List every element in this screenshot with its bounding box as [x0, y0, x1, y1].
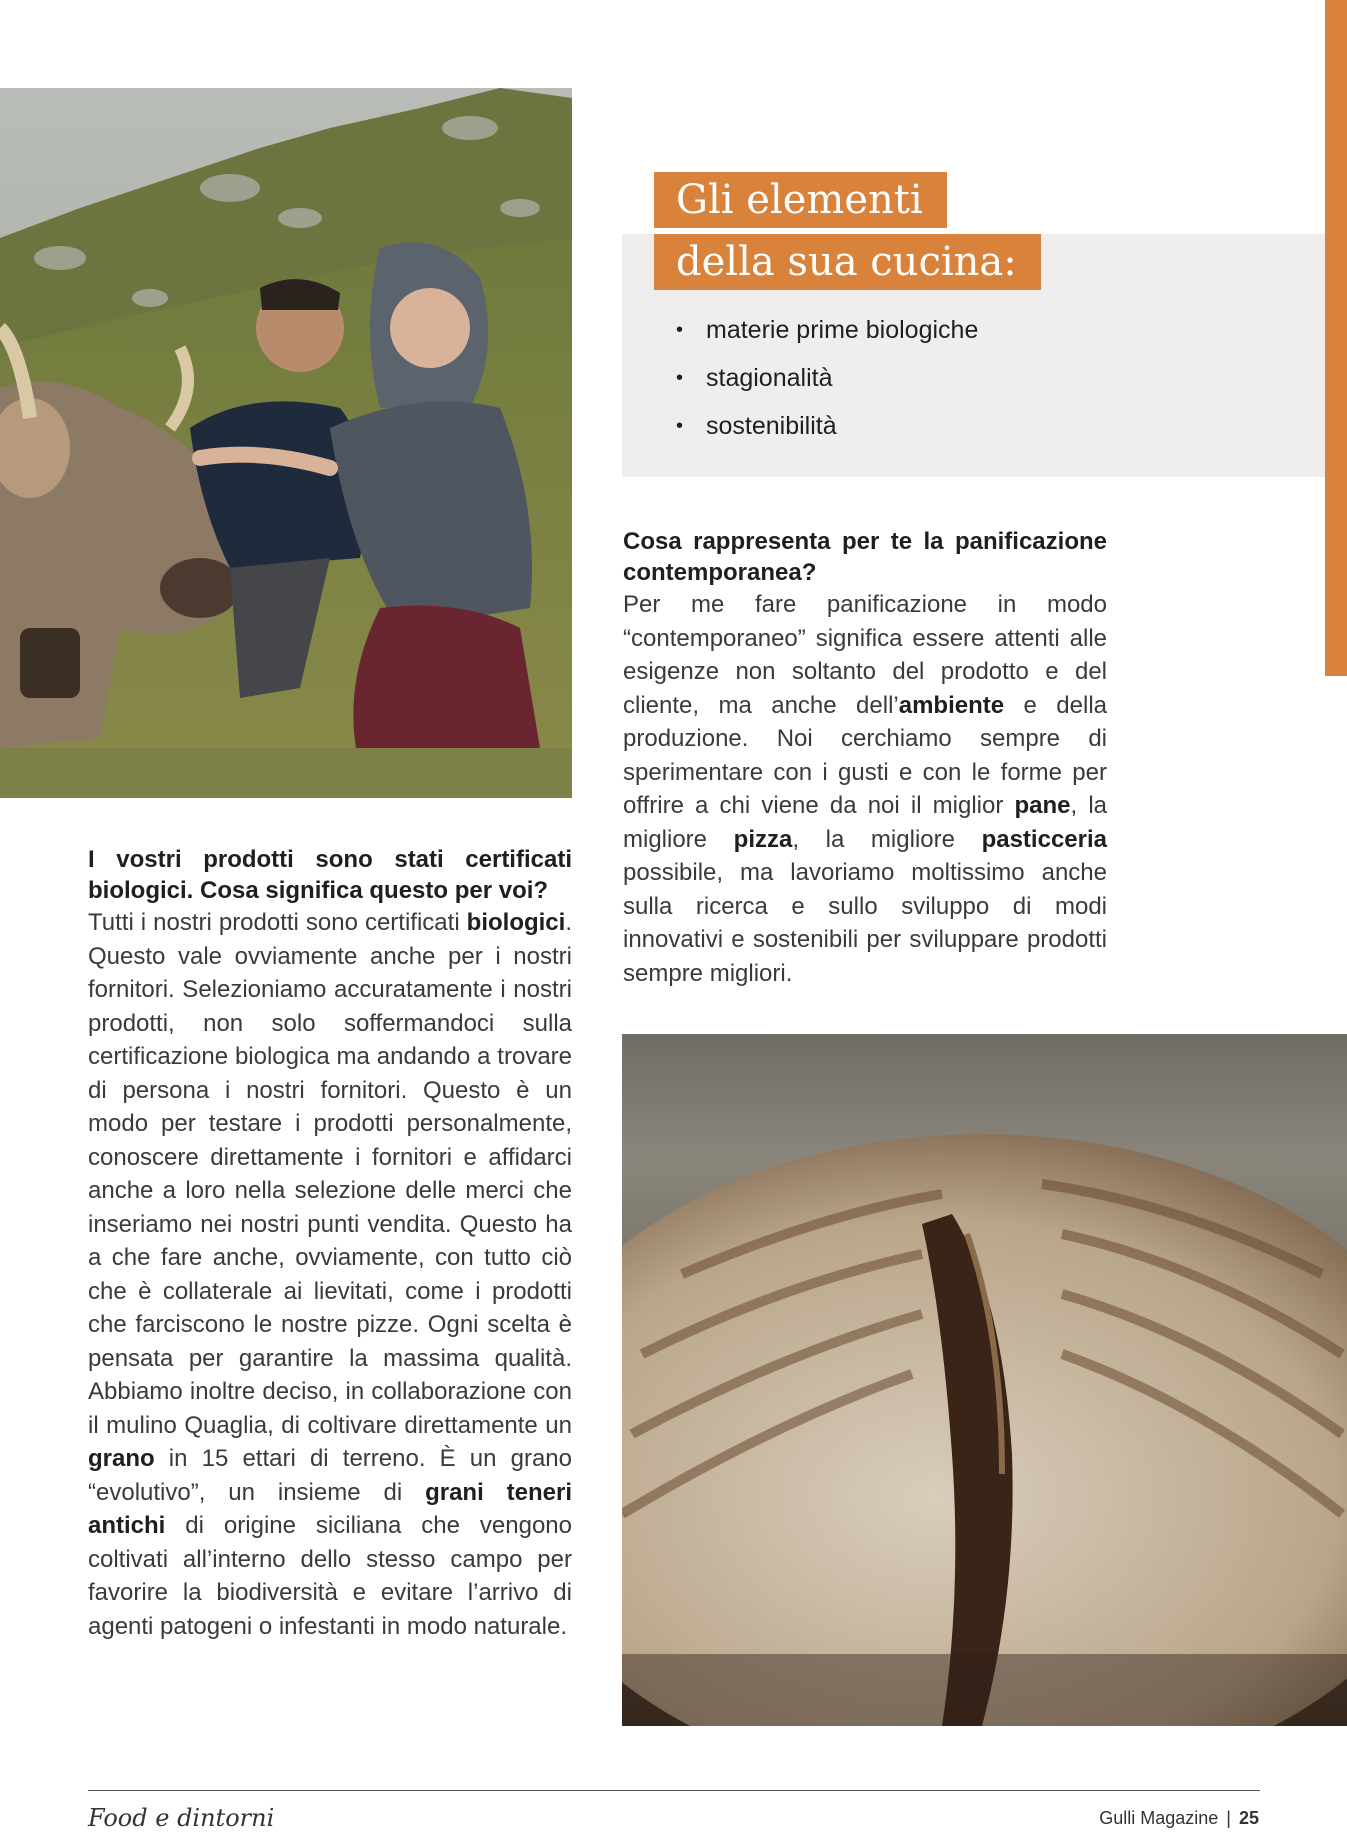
callout-bullet-list	[676, 306, 978, 450]
callout-title-line-1: Gli elementi	[654, 172, 947, 228]
answer-paragraph: Per me fare panificazione in modo “contemporaneo” significa essere attenti alle esigenze non soltanto del prodotto e del cliente, ma anche dell’ambiente e della produzione. Noi cerchiamo sempre di sperimentare con i gusti e con le forme per offrire a chi viene da noi il miglior pane, la migliore pizza, la migliore pasticceria possibile, ma lavoriamo moltissimo anche sulla ricerca e sullo sviluppo di modi innovativi e sostenibili per sviluppare prodotti sempre migliori.	[623, 591, 1108, 987]
photo-bread-loaf	[622, 1034, 1347, 1726]
article-right-column	[623, 526, 1107, 990]
bullet-icon: •	[676, 319, 684, 341]
bullet-icon: •	[676, 415, 684, 437]
footer-separator: |	[1226, 1808, 1231, 1828]
callout-title	[654, 172, 1041, 290]
question-heading: Cosa rappresenta per te la panificazione contemporanea?	[623, 528, 1107, 586]
photo-couple-with-cow	[0, 88, 572, 798]
footer-page-info	[1099, 1808, 1259, 1829]
callout-bullet-item: • materie prime biologiche	[676, 306, 978, 354]
footer-divider	[88, 1790, 1260, 1791]
section-tab-marker	[1325, 0, 1347, 676]
footer-magazine-name: Gulli Magazine	[1099, 1808, 1219, 1828]
footer-section-name: Food e dintorni	[88, 1804, 275, 1832]
bullet-icon: •	[676, 367, 684, 389]
callout-bullet-item: • sostenibilità	[676, 402, 978, 450]
callout-bullet-item: • stagionalità	[676, 354, 978, 402]
question-heading: I vostri prodotti sono stati certificati biologici. Cosa significa questo per voi?	[88, 846, 572, 904]
page-number: 25	[1238, 1808, 1259, 1828]
article-left-column	[88, 844, 572, 1643]
answer-paragraph: Tutti i nostri prodotti sono certificati biologici. Questo vale ovviamente anche per i nostri fornitori. Selezioniamo accuratamente i nostri prodotti, non solo soffermandoci sulla certificazione biologica ma andando a trovare di persona i nostri fornitori. Questo è un modo per testare i prodotti personalmente, conoscere direttamente i fornitori e affidarci anche a loro nella selezione delle merci che inseriamo nei nostri punti vendita. Questo ha a che fare anche, ovviamente, con tutto ciò che è collaterale ai lievitati, come i prodotti che farciscono le nostre pizze. Ogni scelta è pensata per garantire la massima qualità. Abbiamo inoltre deciso, in collaborazione con il mulino Quaglia, di coltivare direttamente un grano in 15 ettari di terreno. È un grano “evolutivo”, un insieme di grani teneri antichi di origine siciliana che vengono coltivati all’interno dello stesso campo per favorire la biodiversità e evitare l’arrivo di agenti patogeni o infestanti in modo naturale.	[88, 909, 572, 1640]
callout-title-line-2: della sua cucina:	[654, 234, 1041, 290]
